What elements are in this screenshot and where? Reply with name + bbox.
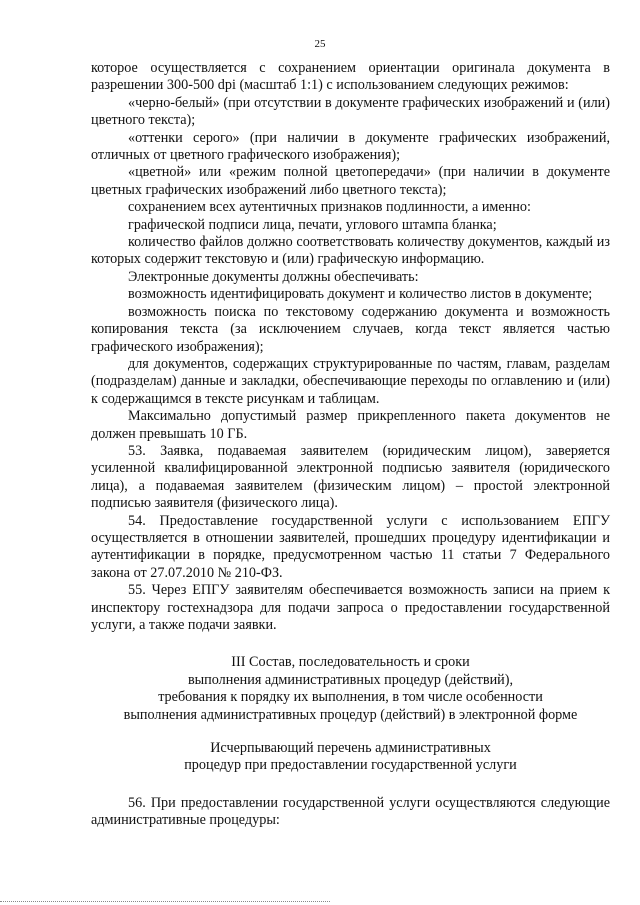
section-heading-line: выполнения административных процедур (действий), [187,671,514,688]
paragraph-scan-modes-intro: которое осуществляется с сохранением ориентации оригинала документа в разрешении 300-500 dpi (масштаб 1:1) с использованием следующих режимов: [91,60,610,94]
paragraph-item-56: 56. При предоставлении государственной услуги осуществляются следующие административные процедуры: [91,794,610,829]
page-number: 25 [314,38,326,50]
section-heading-line: III Состав, последовательность и сроки [231,654,470,671]
paragraph-item-55: 55. Через ЕПГУ заявителям обеспечивается возможность записи на прием к инспектору гостехнадзора для подачи запроса о предоставлении государственной услуги, а также подачи заявки. [91,582,610,633]
paragraph-mode-grayscale: «оттенки серого» (при наличии в документе графических изображений, отличных от цветного графического изображения); [91,129,610,164]
paragraph-electronic-docs: Электронные документы должны обеспечивать: [128,268,419,285]
paragraph-signature-stamp: графической подписи лица, печати, углового штампа бланка; [128,216,497,233]
subheading-line: процедур при предоставлении государственной услуги [184,757,517,774]
paragraph-mode-color: «цветной» или «режим полной цветопередачи» (при наличии в документе цветных графических изображений либо цветного текста); [91,164,610,198]
paragraph-text-search: возможность поиска по текстовому содержанию документа и возможность копирования текста (за исключением случаев, когда текст является частью графического изображения); [91,303,610,355]
section-heading [91,654,610,724]
paragraph-item-53: 53. Заявка, подаваемая заявителем (юридическим лицом), заверяется усиленной квалифицированной электронной подписью заявителя (юридического лица), а подаваемая заявителем (физическим лицом) – простой электронной подписью заявителя (физического лица). [91,442,610,512]
paragraph-identify-document: возможность идентифицировать документ и количество листов в документе; [128,286,593,303]
section-heading-line: выполнения административных процедур (действий) в электронной форме [123,706,578,723]
paragraph-structured-docs: для документов, содержащих структурированные по частям, главам, разделам (подразделам) данные и закладки, обеспечивающие переходы по оглавлению и (или) к содержащимся в тексте рисункам и таблицам. [91,355,610,407]
paragraph-mode-bw: «черно-белый» (при отсутствии в документе графических изображений и (или) цветного текста); [91,94,610,129]
paragraph-authenticity: сохранением всех аутентичных признаков подлинности, а именно: [128,199,531,216]
subheading-line: Исчерпывающий перечень административных [210,740,491,757]
paragraph-max-size: Максимально допустимый размер прикрепленного пакета документов не должен превышать 10 ГБ. [91,408,610,442]
page-bottom-rule [0,901,330,902]
section-heading-line: требования к порядку их выполнения, в том числе особенности [158,689,543,706]
paragraph-file-count: количество файлов должно соответствовать количеству документов, каждый из которых содержит текстовую и (или) графическую информацию. [91,234,610,268]
document-body [91,60,610,830]
paragraph-item-54: 54. Предоставление государственной услуги с использованием ЕПГУ осуществляется в отношении заявителей, прошедших процедуру идентификации и аутентификации в порядке, предусмотренном частью 11 статьи 7 Федерального закона от 27.07.2010 № 210-ФЗ. [91,512,610,581]
subheading [91,740,610,775]
